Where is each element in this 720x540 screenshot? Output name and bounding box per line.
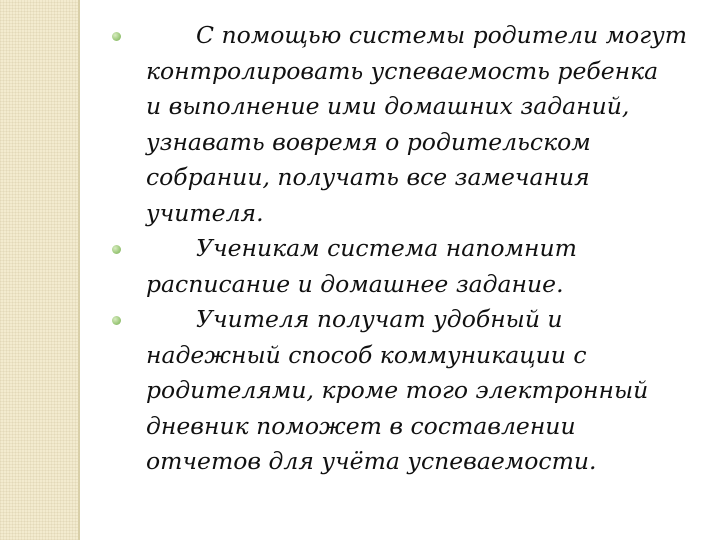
bullet-text-parents: С помощью системы родители могут контролировать успеваемость ребенка и выполнение ими домашних заданий, узнавать вовремя о родительском собрании, получать все замечания учителя. [146, 21, 687, 227]
slide-content [110, 18, 700, 480]
decorative-side-strip [0, 0, 78, 540]
bullet-dot-icon [112, 245, 121, 254]
bullet-dot-icon [112, 316, 121, 325]
bullet-item-parents [110, 18, 700, 231]
side-strip-border [78, 0, 80, 540]
bullet-text-teachers: Учителя получат удобный и надежный способ коммуникации с родителями, кроме того электронный дневник поможет в составлении отчетов для учёта успеваемости. [146, 305, 649, 475]
bullet-item-students [110, 231, 700, 302]
bullet-dot-icon [112, 32, 121, 41]
bullet-item-teachers [110, 302, 700, 480]
bullet-text-students: Ученикам система напомнит расписание и домашнее задание. [146, 234, 577, 298]
